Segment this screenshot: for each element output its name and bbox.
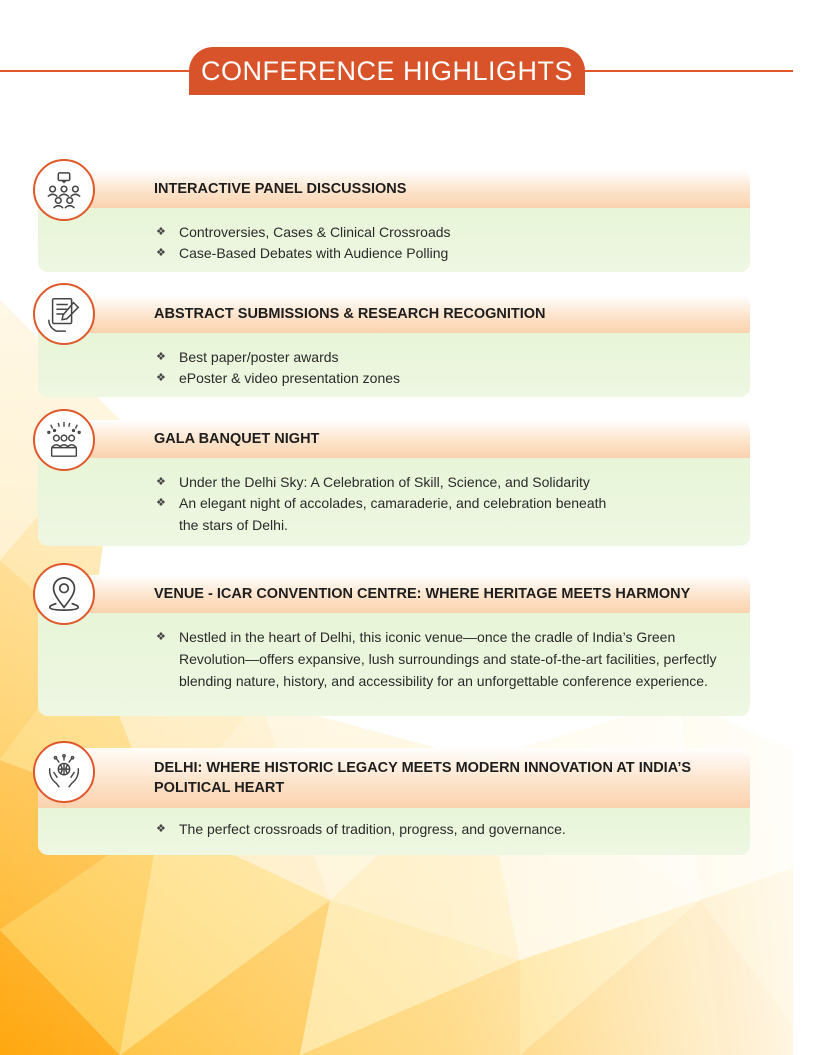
section-header bbox=[38, 748, 750, 808]
list-item: ❖ Under the Delhi Sky: A Celebration of Skill, Science, and Solidarity bbox=[156, 471, 728, 493]
section-body bbox=[38, 208, 750, 272]
bullet-diamond-icon: ❖ bbox=[156, 823, 166, 835]
bullet-diamond-icon: ❖ bbox=[156, 497, 166, 509]
list-item: ❖ Nestled in the heart of Delhi, this iconic venue—once the cradle of India’s Green Revolution—offers expansive, lush surroundings and state-of-the-art facilities, perfectly blending nature, history, and accessibility for an unforgettable conference experience. bbox=[156, 626, 728, 692]
bullet-diamond-icon: ❖ bbox=[156, 351, 166, 363]
section-header bbox=[38, 170, 750, 208]
list-item: ❖ ePoster & video presentation zones bbox=[156, 367, 728, 389]
highlight-gala-banquet bbox=[38, 420, 750, 546]
location-pin-icon bbox=[33, 563, 95, 625]
section-title: DELHI: WHERE HISTORIC LEGACY MEETS MODERN INNOVATION AT INDIA’S POLITICAL HEART bbox=[154, 760, 692, 796]
section-title: GALA BANQUET NIGHT bbox=[154, 431, 320, 447]
highlight-venue bbox=[38, 575, 750, 716]
section-body bbox=[38, 613, 750, 716]
highlight-panel-discussions bbox=[38, 170, 750, 272]
page-title: CONFERENCE HIGHLIGHTS bbox=[189, 47, 585, 95]
highlight-abstract-submissions bbox=[38, 295, 750, 397]
section-title: ABSTRACT SUBMISSIONS & RESEARCH RECOGNITION bbox=[154, 306, 546, 322]
list-item: ❖ An elegant night of accolades, camaraderie, and celebration beneath the stars of Delhi. bbox=[156, 492, 728, 536]
title-rule-left bbox=[0, 70, 200, 72]
bullet-list bbox=[156, 346, 728, 388]
bullet-diamond-icon: ❖ bbox=[156, 372, 166, 384]
bullet-list bbox=[156, 626, 728, 691]
list-item: ❖ Case-Based Debates with Audience Polling bbox=[156, 242, 728, 264]
bullet-diamond-icon: ❖ bbox=[156, 631, 166, 643]
section-body bbox=[38, 333, 750, 397]
research-document-icon bbox=[33, 283, 95, 345]
title-rule-right bbox=[575, 70, 793, 72]
list-item: ❖ Best paper/poster awards bbox=[156, 346, 728, 368]
bullet-diamond-icon: ❖ bbox=[156, 226, 166, 238]
highlight-delhi bbox=[38, 748, 750, 855]
globe-hands-icon bbox=[33, 741, 95, 803]
section-header bbox=[38, 420, 750, 458]
section-body bbox=[38, 458, 750, 546]
list-item: ❖ The perfect crossroads of tradition, progress, and governance. bbox=[156, 818, 728, 840]
bullet-list bbox=[156, 471, 728, 535]
section-title: VENUE - ICAR CONVENTION CENTRE: WHERE HERITAGE MEETS HARMONY bbox=[154, 586, 691, 602]
section-header bbox=[38, 575, 750, 613]
bullet-diamond-icon: ❖ bbox=[156, 476, 166, 488]
section-body bbox=[38, 808, 750, 855]
panel-discussion-icon bbox=[33, 159, 95, 221]
list-item: ❖ Controversies, Cases & Clinical Crossroads bbox=[156, 221, 728, 243]
celebration-icon bbox=[33, 409, 95, 471]
section-header bbox=[38, 295, 750, 333]
section-title: INTERACTIVE PANEL DISCUSSIONS bbox=[154, 181, 407, 197]
bullet-diamond-icon: ❖ bbox=[156, 247, 166, 259]
bullet-list bbox=[156, 818, 728, 839]
bullet-list bbox=[156, 221, 728, 263]
